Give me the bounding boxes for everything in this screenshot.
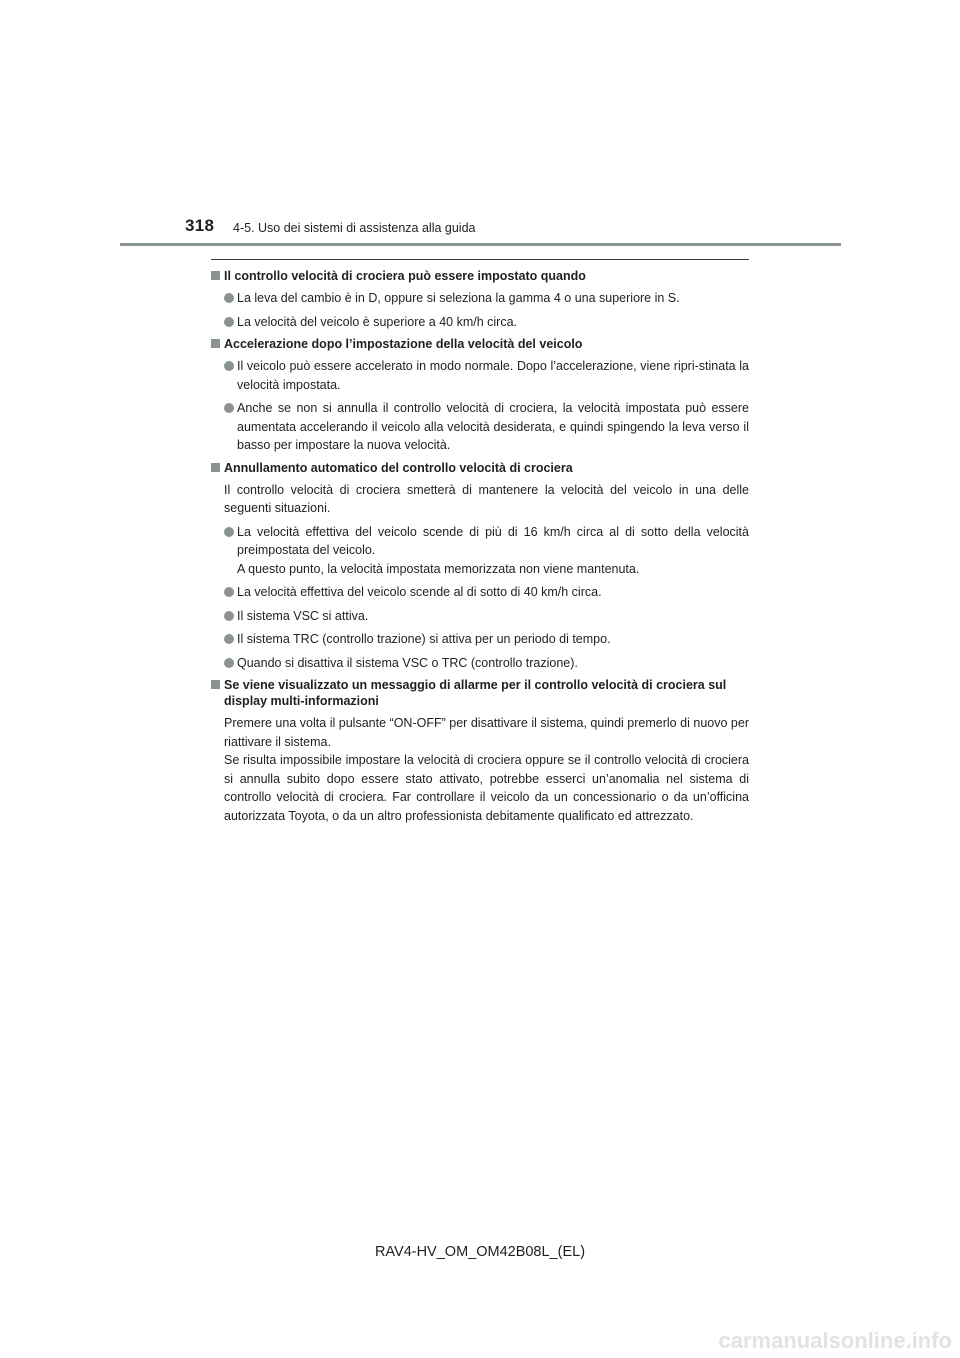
section-1 [211,268,749,331]
round-bullet-icon [224,527,234,537]
bullet-item [211,399,749,455]
section-paragraph: Il controllo velocità di crociera smetterà di mantenere la velocità del veicolo in una delle seguenti situazioni. [224,482,749,515]
bullet-text: La velocità del veicolo è superiore a 40 km/h circa. [237,314,518,329]
square-bullet-icon [211,463,220,472]
round-bullet-icon [224,361,234,371]
header-rule [120,243,841,246]
watermark-logo: carmanualsonline.info [718,1328,952,1353]
section-heading-text: Il controllo velocità di crociera può essere impostato quando [224,269,586,283]
bullet-text: Quando si disattiva il sistema VSC o TRC (controllo trazione). [237,655,578,670]
section-heading [211,460,749,476]
bullet-item [211,289,749,308]
round-bullet-icon [224,611,234,621]
page-header [0,0,960,250]
section-heading [211,677,749,709]
bullet-text: La velocità effettiva del veicolo scende al di sotto di 40 km/h circa. [237,585,602,599]
round-bullet-icon [224,634,234,644]
bullet-item [211,523,749,579]
round-bullet-icon [224,317,234,327]
bullet-item [211,630,749,649]
section-heading-text: Accelerazione dopo l’impostazione della velocità del veicolo [224,337,583,351]
bullet-text: Il sistema TRC (controllo trazione) si attiva per un periodo di tempo. [237,632,611,646]
bullet-item [211,607,749,626]
round-bullet-icon [224,587,234,597]
bullet-item [211,357,749,394]
section-heading [211,336,749,352]
section-2 [211,336,749,455]
section-4 [211,677,749,825]
section-3 [211,460,749,673]
bullet-text: La velocità effettiva del veicolo scende di più di 16 km/h circa al di sotto della velocità preimpostata del veicolo. A questo punto, la velocità impostata memorizzata non viene mantenuta. [237,524,749,576]
page-number: 318 [185,216,215,235]
square-bullet-icon [211,339,220,348]
bullet-item [211,313,749,332]
square-bullet-icon [211,680,220,689]
document-code: RAV4-HV_OM_OM42B08L_(EL) [374,1244,586,1260]
bullet-text: La leva del cambio è in D, oppure si seleziona la gamma 4 o una superiore in S. [237,291,680,305]
round-bullet-icon [224,293,234,303]
round-bullet-icon [224,658,234,668]
page-content [211,259,749,830]
content-top-rule [211,259,749,260]
section-heading [211,268,749,284]
bullet-item [211,654,749,673]
section-paragraph: Premere una volta il pulsante “ON-OFF” per disattivare il sistema, quindi premerlo di nuovo per riattivare il sistema. Se risulta impossibile impostare la velocità di crociera oppure se il controllo velocità di crociera si annulla subito dopo essere stato attivato, potrebbe esserci un’anomalia nel sistema di controllo velocità di crociera. Far controllare il veicolo da un concessionario o da un’officina autorizzata Toyota, o da un altro professionista debitamente qualificato ed attrezzato. [224,716,749,823]
section-heading-text: Annullamento automatico del controllo velocità di crociera [224,460,573,475]
section-title: 4-5. Uso dei sistemi di assistenza alla guida [233,221,476,235]
section-heading-text: Se viene visualizzato un messaggio di allarme per il controllo velocità di crociera sul display multi-informazioni [224,678,727,708]
round-bullet-icon [224,403,234,413]
bullet-text: Anche se non si annulla il controllo velocità di crociera, la velocità impostata può essere aumentata accelerando il veicolo alla velocità desiderata, e quindi spingendo la leva verso il basso per impostare la nuova velocità. [237,401,749,452]
bullet-text: Il veicolo può essere accelerato in modo normale. Dopo l’accelerazione, viene ripri-stinata la velocità impostata. [237,359,749,392]
bullet-item [211,583,749,602]
square-bullet-icon [211,271,220,280]
bullet-text: Il sistema VSC si attiva. [237,608,369,623]
